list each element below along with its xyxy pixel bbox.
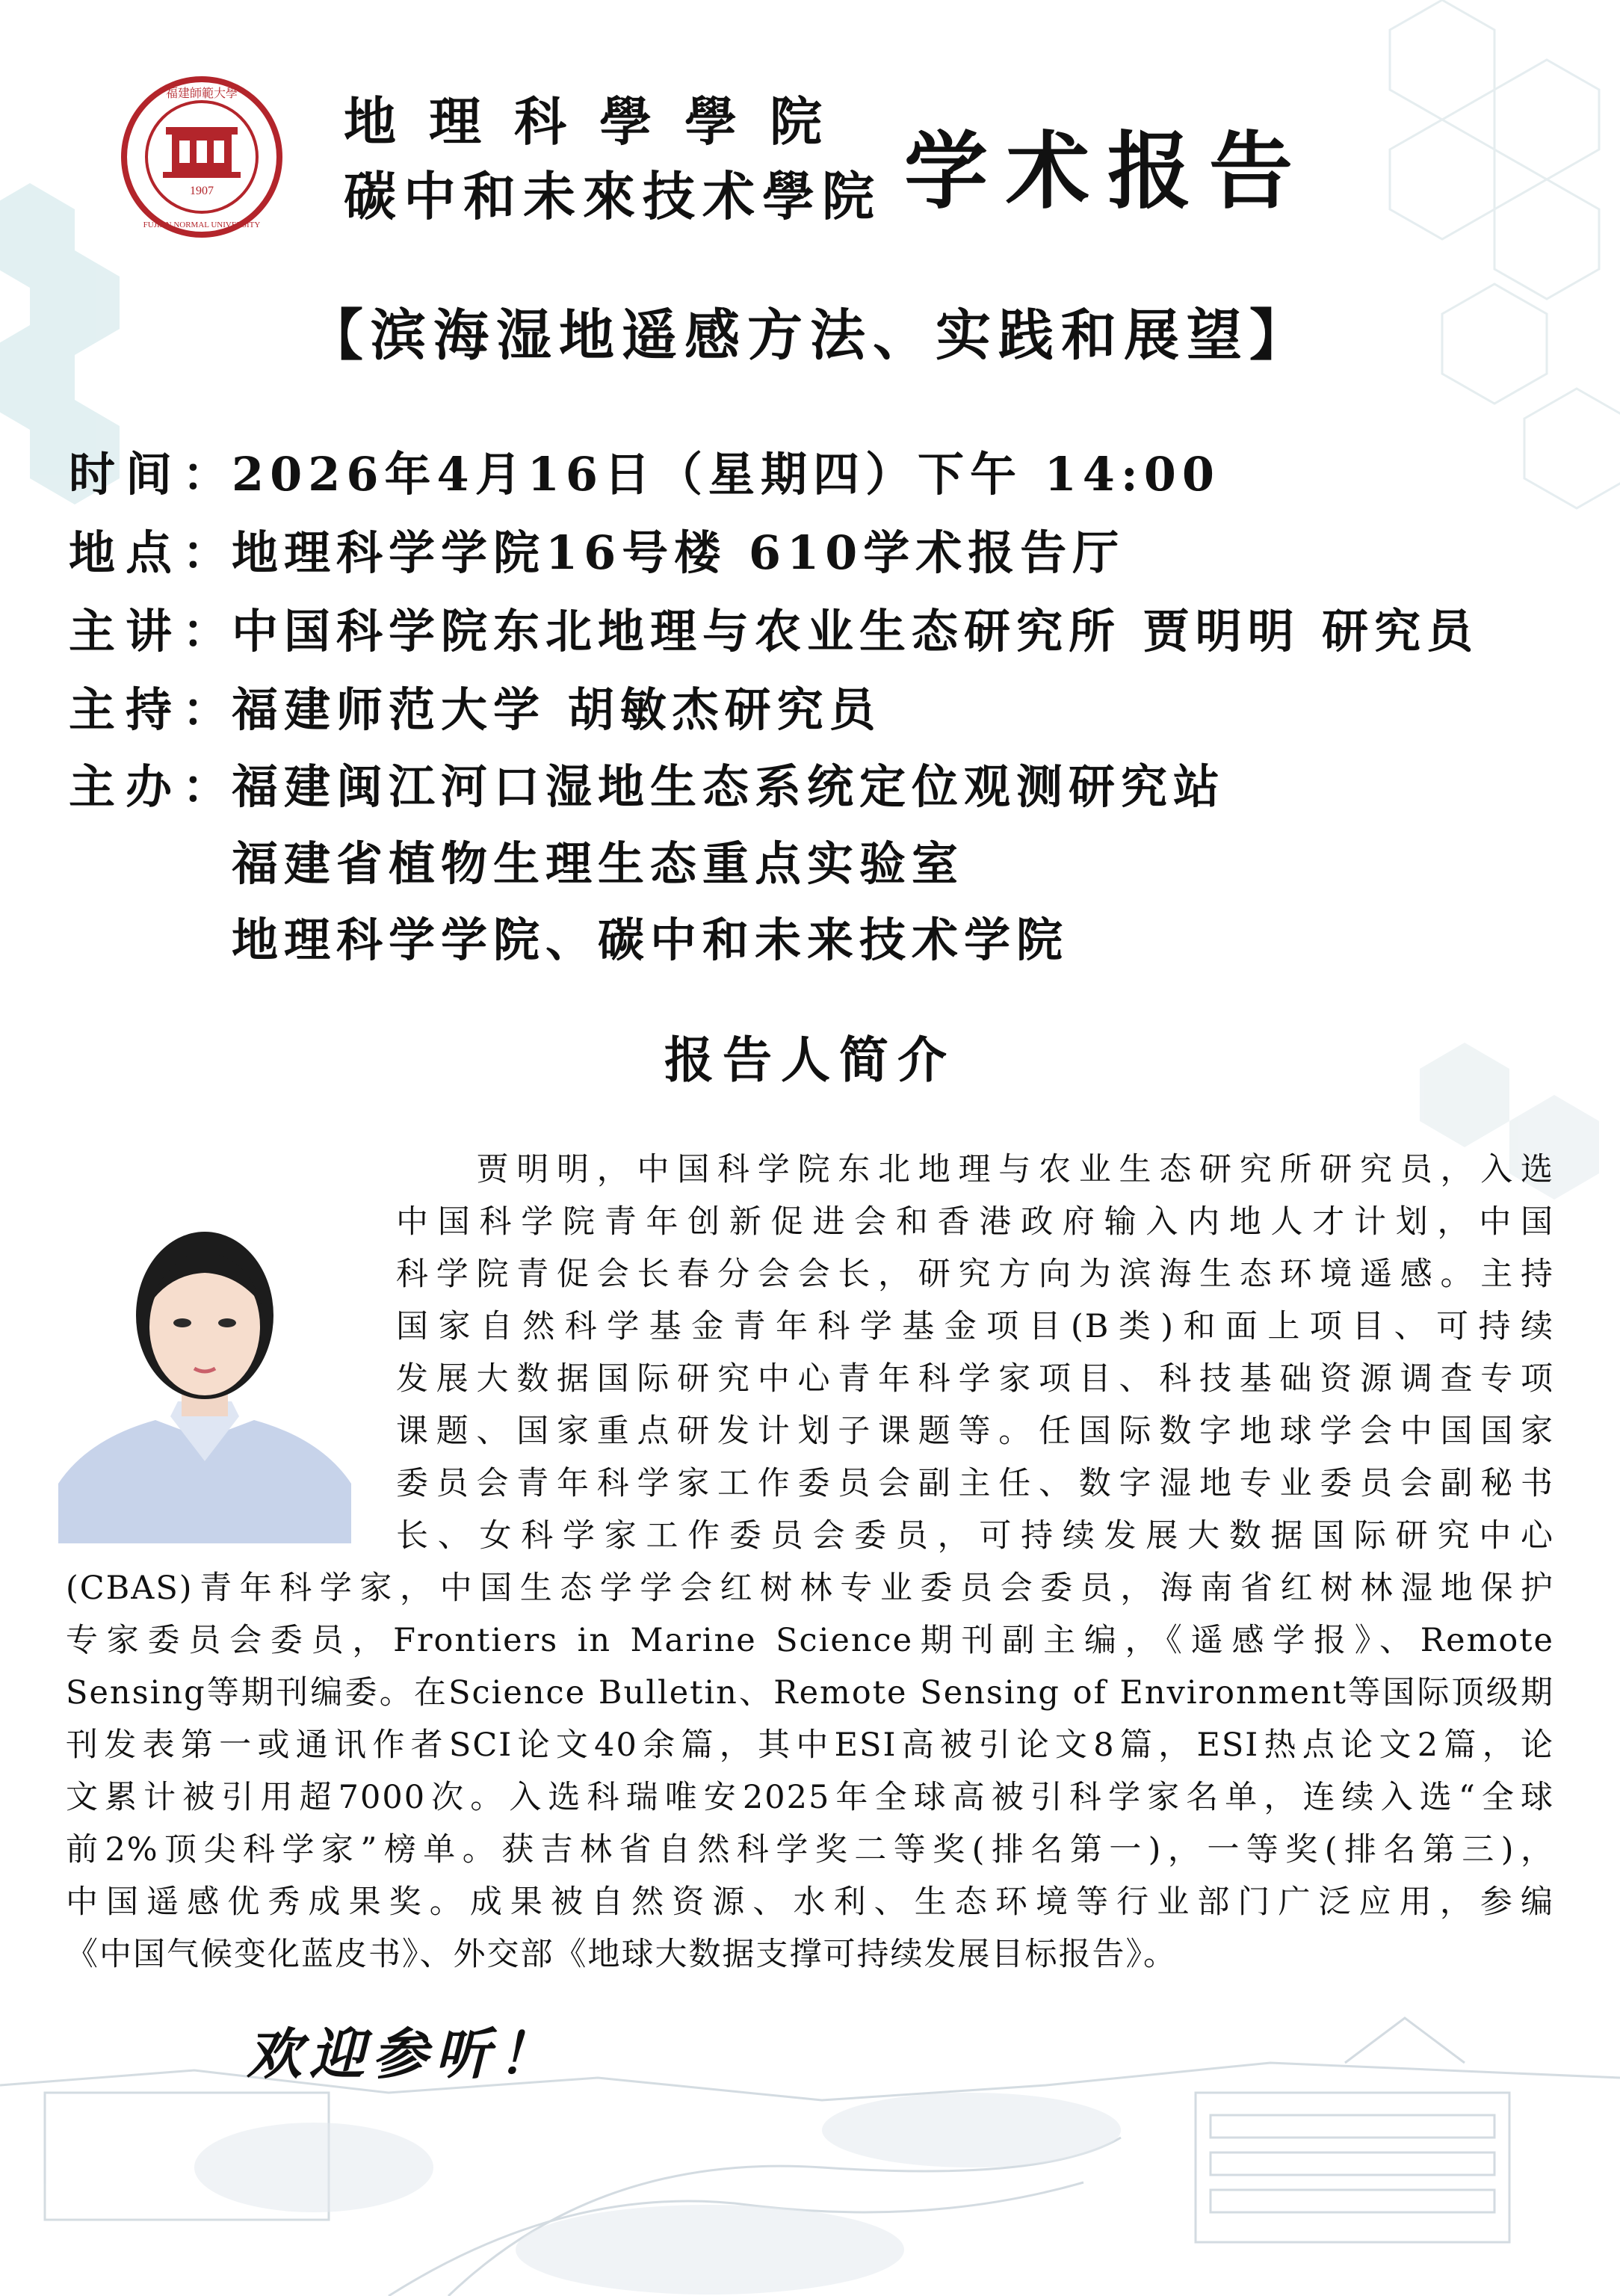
bio-line: 《中国气候变化蓝皮书》、外交部《地球大数据支撑可持续发展目标报告》。 — [66, 1936, 1177, 1973]
bio-line: 发展大数据国际研究中心青年科学家项目、科技基础资源调查专项 — [396, 1360, 1554, 1398]
bio-line: 前2%顶尖科学家”榜单。获吉林省自然科学奖二等奖(排名第一)，一等奖(排名第三)， — [66, 1831, 1554, 1868]
organizer-line-2: 福建省植物生理生态重点实验室 — [232, 836, 965, 891]
host-value: 福建师范大学 胡敏杰研究员 — [232, 682, 882, 737]
organizer-label: 主办： — [69, 759, 240, 814]
place-value: 地理科学学院16号楼 610学术报告厅 — [232, 525, 1125, 580]
school-name-line1: 地理科學學院 — [344, 90, 855, 152]
bio-line: 中国遥感优秀成果奖。成果被自然资源、水利、生态环境等行业部门广泛应用，参编 — [66, 1883, 1554, 1921]
welcome-text: 欢迎参听！ — [247, 2022, 560, 2087]
bio-line: 刊发表第一或通讯作者SCI论文40余篇，其中ESI高被引论文8篇，ESI热点论文2篇，论 — [66, 1726, 1554, 1764]
svg-text:1907: 1907 — [190, 185, 214, 197]
speaker-label: 主讲： — [69, 604, 240, 658]
bio-line: 长、女科学家工作委员会委员，可持续发展大数据国际研究中心 — [396, 1517, 1554, 1555]
speaker-value: 中国科学院东北地理与农业生态研究所 贾明明 研究员 — [232, 604, 1480, 658]
report-title: 学术报告 — [904, 123, 1311, 220]
bio-line: (CBAS)青年科学家，中国生态学学会红树林专业委员会委员，海南省红树林湿地保护 — [66, 1570, 1554, 1607]
bio-line: 课题、国家重点研发计划子课题等。任国际数字地球学会中国国家 — [396, 1413, 1554, 1450]
bio-line: 专家委员会委员，Frontiers in Marine Science期刊副主编，《遥感学报》、Remote — [66, 1622, 1554, 1659]
school-name-line2: 碳中和未來技术學院 — [344, 165, 882, 227]
bio-line: 中国科学院青年创新促进会和香港政府输入内地人才计划，中国 — [396, 1203, 1554, 1241]
organizer-line-3: 地理科学学院、碳中和未来技术学院 — [232, 913, 1069, 967]
place-label: 地点： — [69, 525, 240, 580]
host-label: 主持： — [69, 682, 240, 737]
bio-line: 贾明明，中国科学院东北地理与农业生态研究所研究员，入选 — [396, 1151, 1554, 1188]
lecture-title: 【滨海湿地遥感方法、实践和展望】 — [308, 303, 1312, 368]
bio-line: Sensing等期刊编委。在Science Bulletin、Remote Sensing of Environment等国际顶级期 — [66, 1674, 1554, 1712]
svg-text:福建師範大學: 福建師範大學 — [165, 86, 238, 100]
time-label: 时间： — [69, 447, 240, 502]
bio-line: 国家自然科学基金青年科学基金项目(B类)和面上项目、可持续 — [396, 1308, 1554, 1345]
university-seal-logo — [120, 75, 284, 239]
organizer-line-1: 福建闽江河口湿地生态系统定位观测研究站 — [232, 759, 1226, 814]
svg-text:FUJIAN NORMAL UNIVERSITY: FUJIAN NORMAL UNIVERSITY — [143, 220, 261, 229]
bio-heading: 报告人简介 — [664, 1031, 956, 1089]
speaker-portrait — [58, 1192, 351, 1543]
bio-line: 科学院青促会长春分会会长，研究方向为滨海生态环境遥感。主持 — [396, 1256, 1554, 1293]
time-value: 2026年4月16日（星期四）下午 14:00 — [232, 447, 1221, 502]
bio-line: 委员会青年科学家工作委员会副主任、数字湿地专业委员会副秘书 — [396, 1465, 1554, 1502]
bio-line: 文累计被引用超7000次。入选科瑞唯安2025年全球高被引科学家名单，连续入选“全球 — [66, 1779, 1554, 1816]
